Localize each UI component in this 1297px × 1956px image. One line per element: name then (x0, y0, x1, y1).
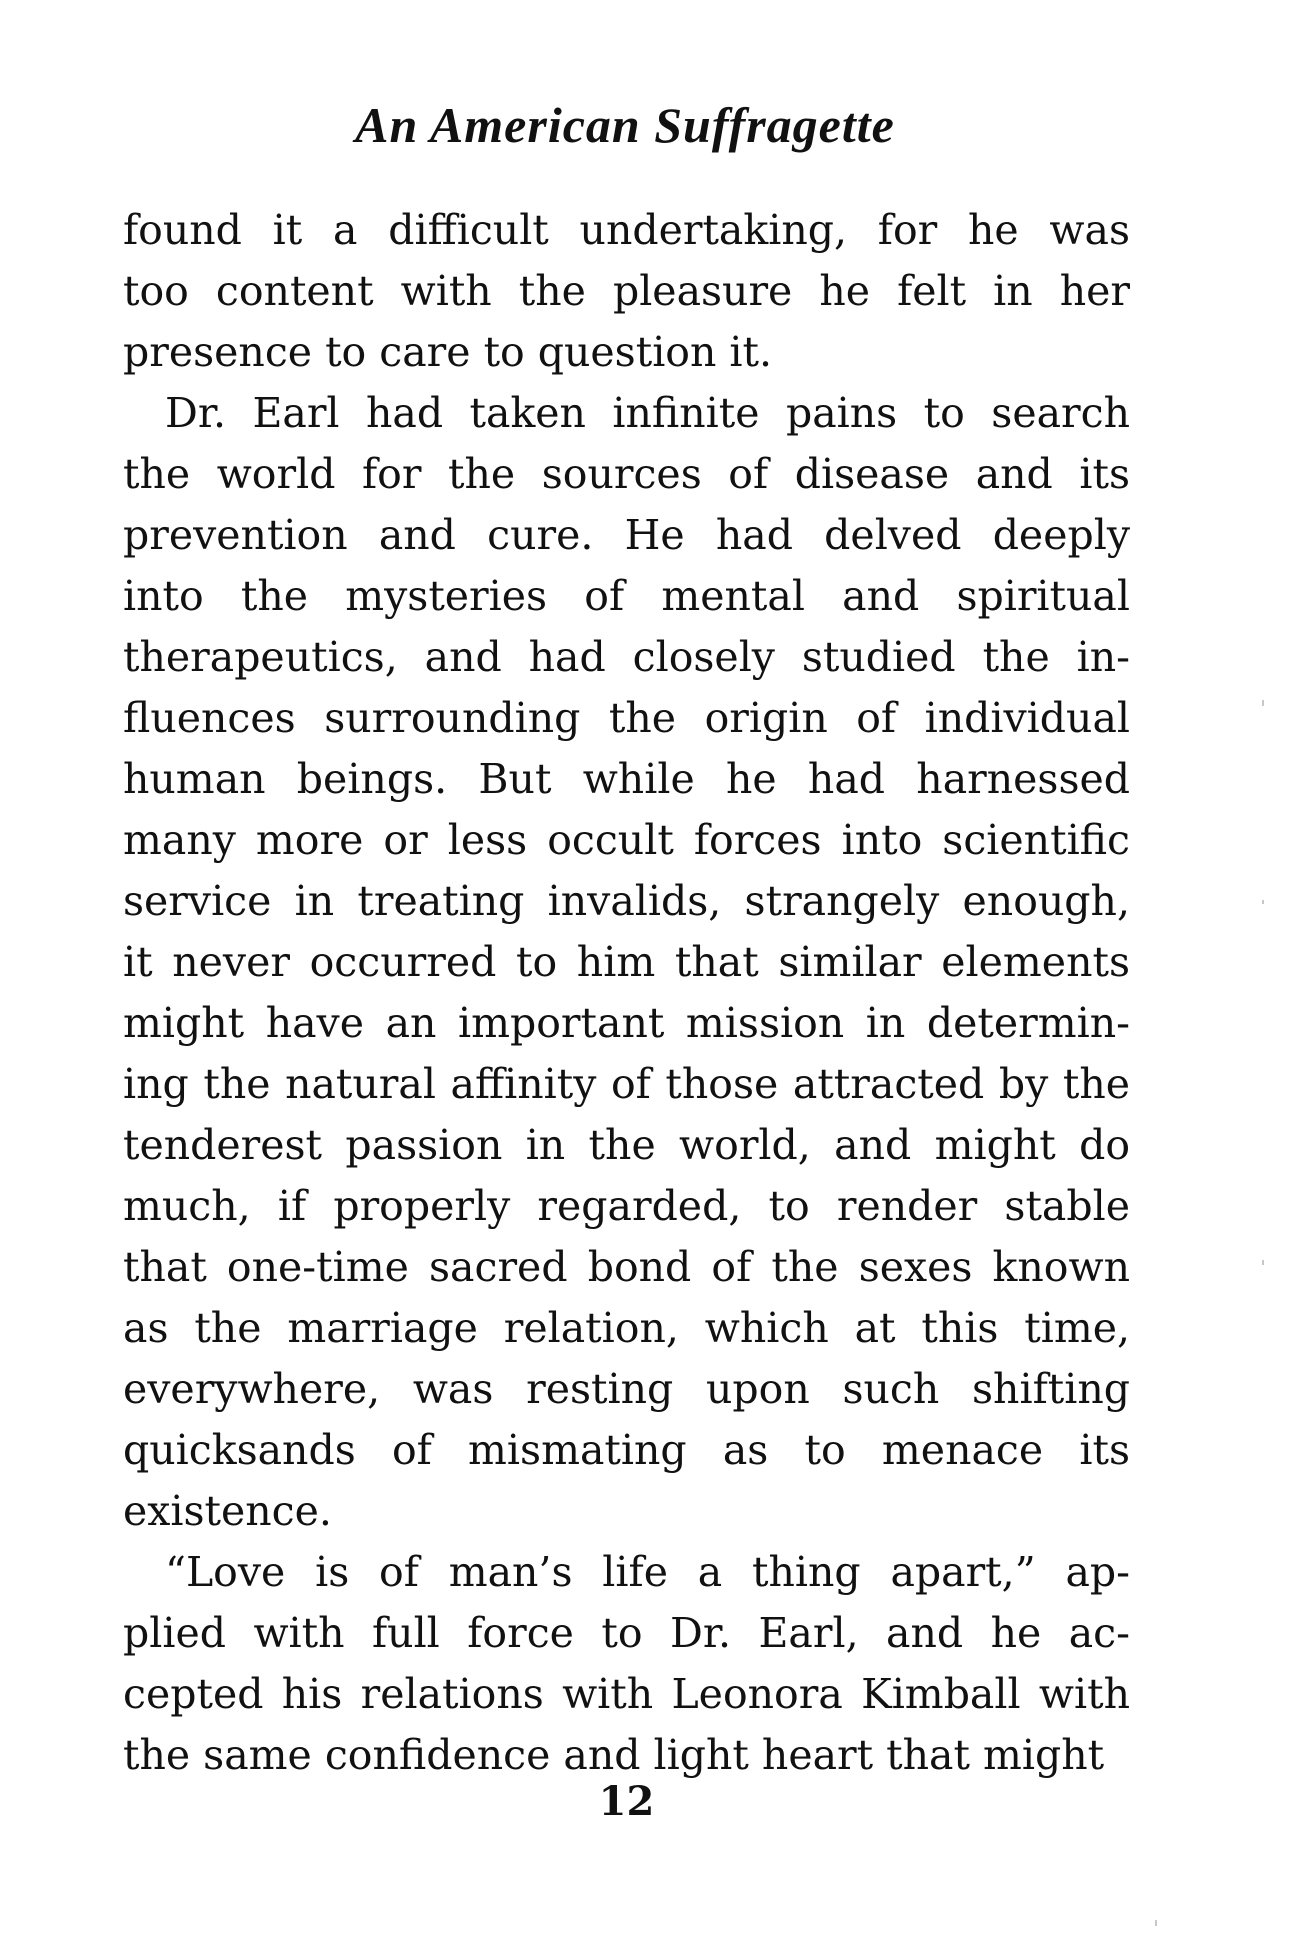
text-line: many more or less occult forces into scientific (123, 816, 1130, 864)
text-line: human beings. But while he had harnessed (123, 755, 1130, 803)
text-line: it never occurred to him that similar elements (123, 938, 1130, 986)
scan-speck (1262, 1260, 1264, 1265)
text-line: as the marriage relation, which at this time, (123, 1304, 1130, 1352)
body-text (123, 200, 1130, 1786)
text-line: too content with the pleasure he felt in her (123, 267, 1130, 315)
text-line: plied with full force to Dr. Earl, and he ac- (123, 1609, 1130, 1657)
text-line: everywhere, was resting upon such shifting (123, 1365, 1130, 1413)
text-line: much, if properly regarded, to render stable (123, 1182, 1130, 1230)
text-line: fluences surrounding the origin of individual (123, 694, 1130, 742)
text-line: existence. (123, 1487, 332, 1535)
text-line: the world for the sources of disease and its (123, 450, 1130, 498)
text-line: found it a difficult undertaking, for he was (123, 206, 1130, 254)
page-number: 12 (598, 1778, 655, 1825)
text-line: cepted his relations with Leonora Kimball with (123, 1670, 1130, 1718)
scan-speck (1262, 700, 1264, 706)
text-line: quicksands of mismating as to menace its (123, 1426, 1130, 1474)
text-line: tenderest passion in the world, and might do (123, 1121, 1130, 1169)
paragraph (123, 200, 1130, 383)
text-line: therapeutics, and had closely studied the in- (123, 633, 1130, 681)
text-line: the same confidence and light heart that might (123, 1731, 1105, 1779)
scan-speck (1155, 1920, 1157, 1926)
text-line: into the mysteries of mental and spiritual (123, 572, 1130, 620)
running-head: An American Suffragette (355, 97, 895, 153)
text-line: that one-time sacred bond of the sexes known (123, 1243, 1130, 1291)
text-line: might have an important mission in determin- (123, 999, 1130, 1047)
text-line: service in treating invalids, strangely enough, (123, 877, 1130, 925)
text-line: prevention and cure. He had delved deeply (123, 511, 1130, 559)
scan-speck (1262, 900, 1264, 904)
text-line: presence to care to question it. (123, 328, 773, 376)
paragraph (123, 383, 1130, 1542)
paragraph (123, 1542, 1130, 1786)
text-line: ing the natural affinity of those attracted by the (123, 1060, 1130, 1108)
text-line: Dr. Earl had taken infinite pains to search (165, 389, 1130, 437)
text-line: “Love is of man’s life a thing apart,” ap- (165, 1548, 1130, 1596)
